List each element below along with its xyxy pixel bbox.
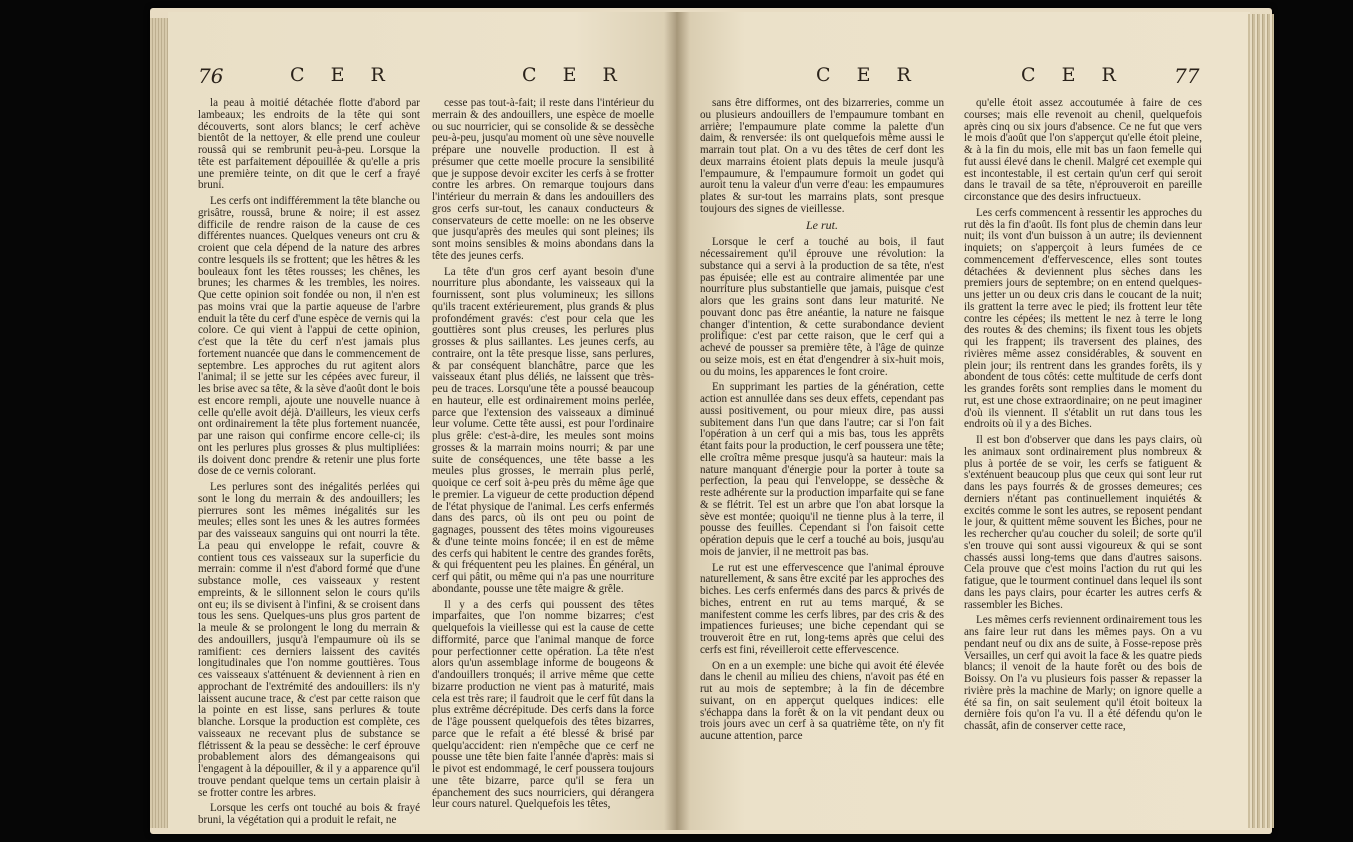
paragraph: Il y a des cerfs qui poussent des têtes imparfaites, que l'on nomme bizarres; c'est quelquefois la vieillesse qui est la cause de cette difformité, parce que l'animal manque de force pour perfectionner cette opération. La tête n'est alors qu'un assemblage informe de bougeons & d'andouillers tronqués; il arrive même que cette bizarre production ne vient pas à maturité, mais cela est très rare; il faudroit que le cerf fût dans la plus extrême décrépitude. Des cerfs dans la force de l'âge poussent quelquefois des têtes bizarres, parce que le refait a été blessé & brisé par quelqu'accident: rien n'empêche que ce cerf ne pousse une tête bien faite l'année d'après: mais si le pivot est endommagé, le cerf poussera toujours une tête bizarre, parce qu'il se fera un épanchement des sucs nourriciers, qui dérangera leur cours naturel. Quelquefois les têtes,	[432, 598, 654, 811]
paragraph: Le rut est une effervescence que l'animal éprouve naturellement, & sans être excité par les approches des biches. Les cerfs enfermés dans des parcs & privés de biches, entrent en rut au tems marqué, & se manifestent comme les cerfs libres, par des cris & des impatiences furieuses; une biche cependant qui se trouveroit être en rut, long-tems après que celui des cerfs est fini, réveilleroit cette effervescence.	[700, 561, 944, 656]
left-page-header	[168, 64, 676, 90]
book-gutter	[664, 12, 690, 830]
section-heading: Le rut.	[805, 217, 838, 232]
text-column-2	[432, 98, 654, 818]
text-column-1	[700, 98, 944, 818]
page-edges-left	[150, 18, 170, 828]
running-head: C E R	[290, 64, 395, 86]
running-head: C E R	[522, 64, 627, 86]
paragraph: cesse pas tout-à-fait; il reste dans l'intérieur du merrain & des andouillers, une espèce de moelle ou suc nourricier, qui se consolide & se dessèche peu-à-peu, jusqu'au moment où une sève nouvelle prépare une nouvelle production. Il est à présumer que cette moelle procure la sensibilité que je suppose devoir exciter les cerfs à se frotter contre les arbres. On remarque toujours dans l'intérieur du merrain & dans les andouillers des gros cerfs sur-tout, les canaux conducteurs & conservateurs de cette moelle: on ne les observe que jusqu'après des meules qui sont pleines; ils sont moins sensibles & moins abondans dans la tête des jeunes cerfs.	[432, 97, 654, 262]
left-page	[168, 12, 676, 830]
paragraph: sans être difformes, ont des bizarreries, comme un ou plusieurs andouillers de l'empaumure tombant en arrière; l'empaumure plate comme la palette d'un daim, & renversée: ils ont quelquefois même aussi le marrain tout plat. On a vu des têtes de cerf dont les deux marrains étoient plats depuis la meule jusqu'à l'empaumure, & l'empaumure formoit un godet qui auroit tenu la valeur d'un verre d'eau: les empaumures plates & sur-tout les marrains plats, sont presque toujours des signes de vieillesse.	[700, 97, 944, 215]
running-head: C E R	[816, 64, 921, 86]
paragraph: En supprimant les parties de la génération, cette action est annullée dans ses deux effets, cependant pas aussi positivement, ou pour mieux dire, pas aussi subitement dans l'un que dans l'autre; car si l'on fait l'opération à un cerf qui a mis bas, tous les apprêts étant faits pour la production, le cerf poussera une tête; elle croîtra même presque jusqu'à sa hauteur: mais la nature manquant d'énergie pour la porter à toute sa perfection, la peau qui l'enveloppe, se dessèche & reste adhérente sur la production imparfaite qui se fane & se flétrit. Tel est un arbre que l'on abat lorsque la sève est montée; quoiqu'il ne tienne plus à la terre, il pousse des feuilles. Cependant si l'on faisoit cette opération depuis que le cerf a touché au bois, jusqu'au mois de janvier, il ne mettroit pas bas.	[700, 381, 944, 558]
paragraph: Les mêmes cerfs reviennent ordinairement tous les ans faire leur rut dans les mêmes pays. On a vu pendant neuf ou dix ans de suite, à Fosse-repose près Versailles, un cerf qui avoit la face & les quatre pieds blancs; il venoit de la haute forêt ou des bois de Boissy. On l'a vu plusieurs fois passer & repasser la rivière près la machine de Marly; on ignore quelle a été sa fin, on sait seulement qu'il étoit boiteux la dernière fois qu'on l'a vu. Il a été défendu qu'on le chassât, afin de conserver cette race,	[964, 614, 1202, 732]
paragraph: La tête d'un gros cerf ayant besoin d'une nourriture plus abondante, les vaisseaux qui la fournissent, sont plus volumineux; les sillons qu'ils tracent extérieurement, plus grands & plus profondément gravés: c'est pour cela que les gouttières sont plus creuses, les perlures plus grosses & plus saillantes. Les jeunes cerfs, au contraire, ont la tête presque lisse, sans perlures, & par conséquent blanchâtre, parce que les vaisseaux étant plus déliés, ne laissent que très-peu de traces. Lorsqu'une tête a poussé beaucoup en hauteur, elle est ordinairement moins perlée, parce que l'extension des vaisseaux a diminué leur volume. Cette tête aussi, est pour l'ordinaire plus grêle: c'est-à-dire, les meules sont moins grosses & la marrain moins nourri; & par une suite de conséquences, une tête basse a les meules plus grosses, le merrain plus perlé, quoique ce cerf soit à-peu près du même âge que le premier. La vigueur de cette production dépend de l'état physique de l'animal. Les cerfs enfermés dans des parcs, où ils ont peu ou point de gagnages, poussent des têtes moins vigoureuses & d'une teinte moins foncée; il en est de même des cerfs qui habitent le centre des grandes forêts, & qui fréquentent peu les plaines. En général, un cerf qui pâtit, ou même qui n'a pas une nourriture abondante, pousse une tête maigre & grêle.	[432, 265, 654, 595]
text-column-2	[964, 98, 1202, 818]
paragraph: Lorsque le cerf a touché au bois, il faut nécessairement qu'il éprouve une révolution: la substance qui a servi à la production de sa tête, n'est pas épuisée; elle est au contraire alimentée par une nourriture plus substantielle que jamais, puisque c'est alors que les grains sont dans leur maturité. Ne pouvant donc pas être anéantie, la nature ne faisque changer d'intention, & cette surabondance devient prolifique: c'est par cette raison, que le cerf qui a achevé de pousser sa première tête, à l'âge de quinze ou seize mois, est en état d'engendrer à six-huit mois, ou du moins, les apparences le font croire.	[700, 236, 944, 378]
paragraph: Lorsque les cerfs ont touché au bois & frayé bruni, la végétation qui a produit le refait, ne	[198, 802, 420, 826]
paragraph: Les cerfs ont indifféremment la tête blanche ou grisâtre, roussâ, brune & noire; il est assez difficile de rendre raison de la cause de ces différentes nuances. Quelques veneurs ont cru & croient que cela dépend de la nature des arbres contre lesquels ils se frottent; que les hêtres & les bouleaux font les têtes rousses; les chênes, les brunes; les charmes & les trembles, les noires. Que cette opinion soit fondée ou non, il n'en est pas moins vrai que la partie aqueuse de l'arbre enduit la tête du cerf d'une espèce de vernis qui la colore. Ce qui vient à l'appui de cette opinion, c'est que la tête du cerf n'est jamais plus fortement nuancée que dans le commencement de septembre. Les approches du rut agitent alors l'animal; il se jette sur les cépées avec fureur, il les brise avec sa tête, & la sève d'août dont le bois est encore rempli, ajoute une nouvelle nuance à celle qu'elle avoit déjà. D'ailleurs, les vieux cerfs ont ordinairement la tête plus fortement nuancée, par une raison qui confirme encore celle-ci; ils ont les perlures plus grosses & plus multipliées: ils doivent donc prendre & retenir une plus forte dose de ce vernis colorant.	[198, 195, 420, 478]
page-edges-right	[1248, 14, 1274, 828]
paragraph: la peau à moitié détachée flotte d'abord par lambeaux; les endroits de la tête qui sont découverts, sont alors blancs; le cerf achève bientôt de la nettoyer, & elle prend une couleur roussâ qui se rembrunit peu-à-peu. Lorsque la tête est parfaitement dépouillée & qu'elle a pris une première teinte, on dit que le cerf a frayé bruni.	[198, 97, 420, 192]
page-number: 77	[1174, 64, 1200, 88]
right-page-header	[676, 64, 1250, 90]
page-number: 76	[198, 64, 224, 88]
paragraph: qu'elle étoit assez accoutumée à faire de ces courses; mais elle revenoit au chenil, quelquefois après cinq ou six jours d'absence. Ce ne fut que vers le mois d'août que l'on s'apperçut qu'elle étoit pleine, & à la fin du mois, elle mit bas un faon femelle qui fut aussi élevé dans le chenil. Malgré cet exemple qui est incontestable, il est certain qu'un cerf qui seroit dans le travail de sa tête, n'éprouveroit en pareille circonstance que des desirs infructueux.	[964, 97, 1202, 203]
right-page	[676, 12, 1250, 830]
paragraph: On en a un exemple: une biche qui avoit été élevée dans le chenil au milieu des chiens, n'avoit pas été en rut au mois de septembre; à la fin de décembre suivant, on en apperçut quelques indices: elle s'échappa dans la forêt & on la vit pendant deux ou trois jours avec un cerf à sa quatrième tête, on n'y fit aucune attention, parce	[700, 659, 944, 742]
paragraph: Les perlures sont des inégalités perlées qui sont le long du merrain & des andouillers; les pierrures sont les mêmes inégalités sur les meules; elles sont les unes & les autres formées par des vaisseaux sanguins qui ont nourri la tête. La peau qui enveloppe le refait, couvre & contient tous ces vaisseaux sur la superficie du merrain: comme il n'est d'abord formé que d'une substance molle, ces vaisseaux y restent empreints, & le sillonnent selon le cours qu'ils ont eu; ils se divisent à l'infini, & se croisent dans tous les sens. Quelques-uns plus gros partent de la meule & se prolongent le long du merrain & des andouillers, jusqu'à l'empaumure où ils se ramifient: ces derniers laissent des cavités longitudinales que l'on nomme gouttières. Tous ces vaisseaux s'atténuent & deviennent à rien en approchant de l'extrémité des andouillers: ils n'y laissent aucune trace, & c'est par cette raison que la pointe en est lisse, sans perlures & toute blanche. Lorsque la production est complète, ces vaisseaux ne recevant plus de substance se flétrissent & la peau se dessèche: le cerf éprouve probablement alors des démangeaisons qui l'engagent à la dépouiller, & il y a apparence qu'il trouve pendant quelque tems un certain plaisir à se frotter contre les arbres.	[198, 481, 420, 799]
paragraph: Les cerfs commencent à ressentir les approches du rut dès la fin d'août. Ils font plus de chemin dans leur nuit; ils vont d'un buisson à un autre; ils deviennent inquiets; on s'apperçoit à leurs fumées de ce commencement d'effervescence, elles sont toutes détachées & deviennent plus sèches dans les premiers jours de septembre; on en entend quelques-uns jetter un ou deux cris dans le coucant de la nuit; ils grattent la terre avec le pied; ils frottent leur tête contre les cépées; ils mettent le nez à terre le long des routes & des chemins; ils fixent tous les objets qui les frappent; ils traversent des plaines, des rivières même assez considérables, & souvent en plein jour; ils rentrent dans les grandes forêts, ils y abondent de tous côtés: cette multitude de cerfs dont les grandes forêts sont remplies dans le moment du rut, est une chose extraordinaire; on ne peut imaginer d'où ils viennent. Il s'établit un rut dans tous les endroits où il y a des Biches.	[964, 206, 1202, 431]
running-head: C E R	[1021, 64, 1126, 86]
text-column-1	[198, 97, 420, 826]
paragraph: Il est bon d'observer que dans les pays clairs, où les animaux sont ordinairement plus nombreux & plus à portée de se voir, les cerfs se fatiguent & s'exténuent beaucoup plus que ceux qui sont leur rut dans les pays fourrés & de grosses demeures; ces derniers n'étant pas continuellement inquiétés & excités comme le sont les autres, se reposent pendant le jour, & quittent même souvent les Biches, pour ne les rechercher qu'au coucher du soleil; de sorte qu'il s'en trouve qui sont aussi vigoureux & qui se sont chassés aussi long-tems que dans d'autres saisons. Cela prouve que c'est moins l'action du rut qui les fatigue, que le tourment continuel dans lequel ils sont dans les pays clairs, pour écarter les autres cerfs & rassembler les Biches.	[964, 434, 1202, 611]
